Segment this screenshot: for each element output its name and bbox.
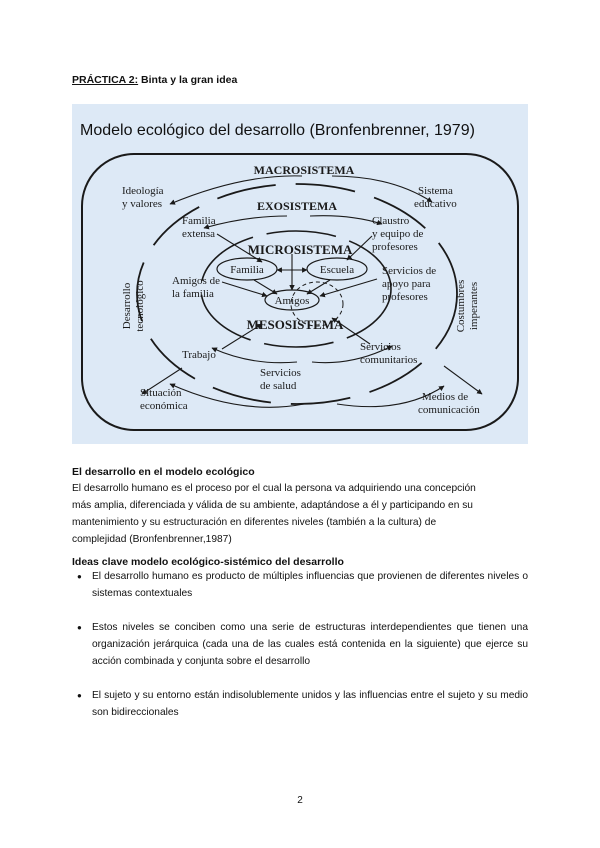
servicios-apoyo-label-2: apoyo para — [382, 278, 431, 290]
escuela-label: Escuela — [319, 264, 355, 276]
claustro-label-3: profesores — [372, 241, 418, 253]
desarrollo-tecnologico-label-2: tecnológico — [134, 280, 146, 332]
servicios-salud-label: Servicios — [260, 367, 301, 379]
amigos-familia-label-2: la familia — [172, 288, 214, 300]
amigos-familia-label: Amigos de — [172, 275, 220, 287]
desarrollo-tecnologico-label: Desarrollo — [121, 282, 133, 330]
macrosystem-label: MACROSISTEMA — [253, 163, 355, 177]
page-heading — [72, 74, 237, 86]
list-item: ● El desarrollo humano es producto de múltiples influencias que provienen de diferentes niveles o sistemas contextuales — [72, 568, 528, 602]
familia-extensa-label-2: extensa — [182, 228, 215, 240]
costumbres-label-2: imperantes — [468, 281, 480, 331]
mesosystem-label: MESOSISTEMA — [246, 317, 344, 332]
servicios-comunitarios-label: Servicios — [360, 341, 401, 353]
medios-label-2: comunicación — [418, 404, 480, 416]
section-title-desarrollo: El desarrollo en el modelo ecológico — [72, 466, 255, 478]
paragraph-line: El desarrollo humano es el proceso por el cual la persona va adquiriendo una concepción — [72, 483, 476, 494]
key-ideas-list — [72, 568, 528, 721]
section-title-ideas-clave: Ideas clave modelo ecológico-sistémico del desarrollo — [72, 556, 344, 568]
situacion-label: Situación — [140, 387, 182, 399]
sistema-educativo-label-2: educativo — [414, 198, 457, 210]
familia-extensa-label: Familia — [182, 215, 216, 227]
diagram-title: Modelo ecológico del desarrollo (Bronfenbrenner, 1979) — [80, 122, 475, 139]
costumbres-label: Costumbres — [455, 279, 467, 333]
sistema-educativo-label: Sistema — [418, 185, 453, 197]
practice-title: Binta y la gran idea — [138, 74, 238, 86]
claustro-label-2: y equipo de — [372, 228, 424, 240]
ecological-model-diagram — [72, 104, 528, 444]
list-item: ● Estos niveles se conciben como una serie de estructuras interdependientes que tienen una organización jerárquica (cada una de las cuales está contenida en la siguiente) que ejerce su acción combinada y conjunta sobre el desarrollo — [72, 619, 528, 670]
section-paragraph — [72, 480, 528, 548]
trabajo-label: Trabajo — [182, 349, 216, 361]
page-number: 2 — [297, 795, 303, 806]
list-item: ● El sujeto y su entorno están indisolublemente unidos y las influencias entre el sujeto y su medio son bidireccionales — [72, 687, 528, 721]
ideologia-label-2: y valores — [122, 198, 163, 210]
practice-label: PRÁCTICA 2: — [72, 74, 139, 86]
servicios-comunitarios-label-2: comunitarios — [360, 354, 418, 366]
paragraph-line: complejidad (Bronfenbrenner,1987) — [72, 534, 232, 545]
familia-label: Familia — [230, 264, 264, 276]
ideologia-label: Ideología — [122, 185, 164, 197]
ecological-model-figure — [72, 104, 528, 444]
medios-label: Medios de — [422, 391, 469, 403]
servicios-apoyo-label-3: profesores — [382, 291, 428, 303]
paragraph-line: mantenimiento y su estructuración en diferentes niveles (también a la cultura) de — [72, 517, 437, 528]
claustro-label: Claustro — [372, 215, 410, 227]
microsystem-label: MICROSISTEMA — [247, 242, 353, 257]
servicios-apoyo-label: Servicios de — [382, 265, 437, 277]
paragraph-line: más amplia, diferenciada y válida de su ambiente, adaptándose a él y participando en su — [72, 500, 473, 511]
situacion-label-2: económica — [140, 400, 188, 412]
amigos-label: Amigos — [274, 295, 310, 307]
servicios-salud-label-2: de salud — [260, 380, 297, 392]
exosystem-label: EXOSISTEMA — [256, 199, 338, 213]
